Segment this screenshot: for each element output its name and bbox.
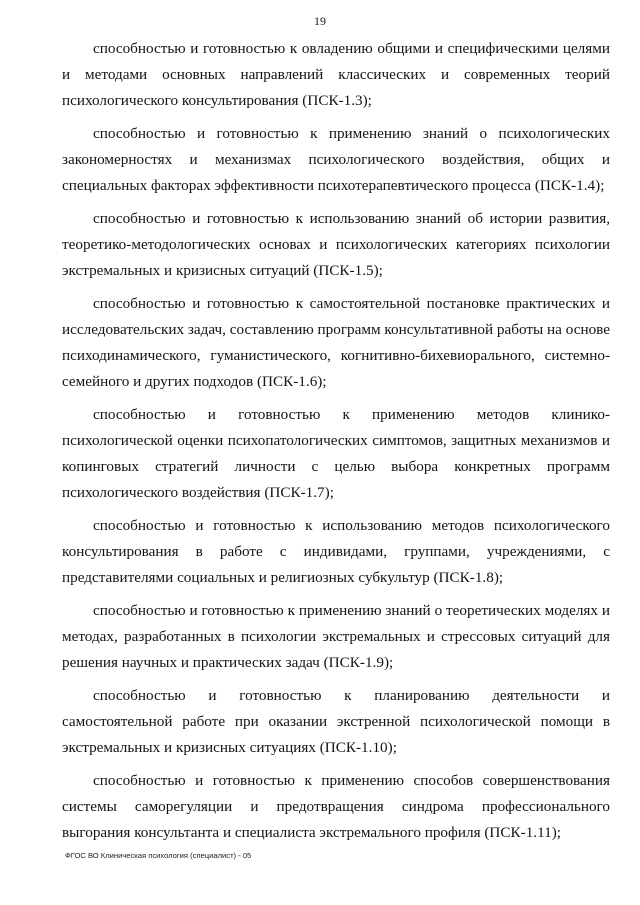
- page-footer: ФГОС ВО Клиническая психология (специалист) - 05: [65, 851, 252, 860]
- competency-item-psk-1-9: способностью и готовностью к применению знаний о теоретических моделях и методах, разработанных в психологии экстремальных и стрессовых ситуаций для решения научных и практических задач (ПСК-1.9);: [62, 602, 610, 671]
- page-number: 19: [314, 14, 326, 28]
- document-body: [62, 36, 610, 853]
- competency-item-psk-1-11: способностью и готовностью к применению способов совершенствования системы саморегуляции и предотвращения синдрома профессионального выгорания консультанта и специалиста экстремального профиля (ПСК-1.11);: [62, 772, 610, 841]
- competency-item-psk-1-10: способностью и готовностью к планированию деятельности и самостоятельной работе при оказании экстренной психологической помощи в экстремальных и кризисных ситуациях (ПСК-1.10);: [62, 687, 610, 756]
- competency-item-psk-1-6: способностью и готовностью к самостоятельной постановке практических и исследовательских задач, составлению программ консультативной работы на основе психодинамического, гуманистического, когнитивно-бихевиорального, системно-семейного и других подходов (ПСК-1.6);: [62, 295, 610, 390]
- competency-item-psk-1-8: способностью и готовностью к использованию методов психологического консультирования в работе с индивидами, группами, учреждениями, с представителями социальных и религиозных субкультур (ПСК-1.8);: [62, 517, 610, 586]
- competency-item-psk-1-7: способностью и готовностью к применению методов клинико-психологической оценки психопатологических симптомов, защитных механизмов и копинговых стратегий личности с целью выбора конкретных программ психологического воздействия (ПСК-1.7);: [62, 406, 610, 501]
- competency-item-psk-1-3: способностью и готовностью к овладению общими и специфическими целями и методами основных направлений классических и современных теорий психологического консультирования (ПСК-1.3);: [62, 40, 610, 109]
- competency-item-psk-1-5: способностью и готовностью к использованию знаний об истории развития, теоретико-методологических основах и психологических категориях психологии экстремальных и кризисных ситуаций (ПСК-1.5);: [62, 210, 610, 279]
- competency-item-psk-1-4: способностью и готовностью к применению знаний о психологических закономерностях и механизмах психологического воздействия, общих и специальных факторах эффективности психотерапевтического процесса (ПСК-1.4);: [62, 125, 610, 194]
